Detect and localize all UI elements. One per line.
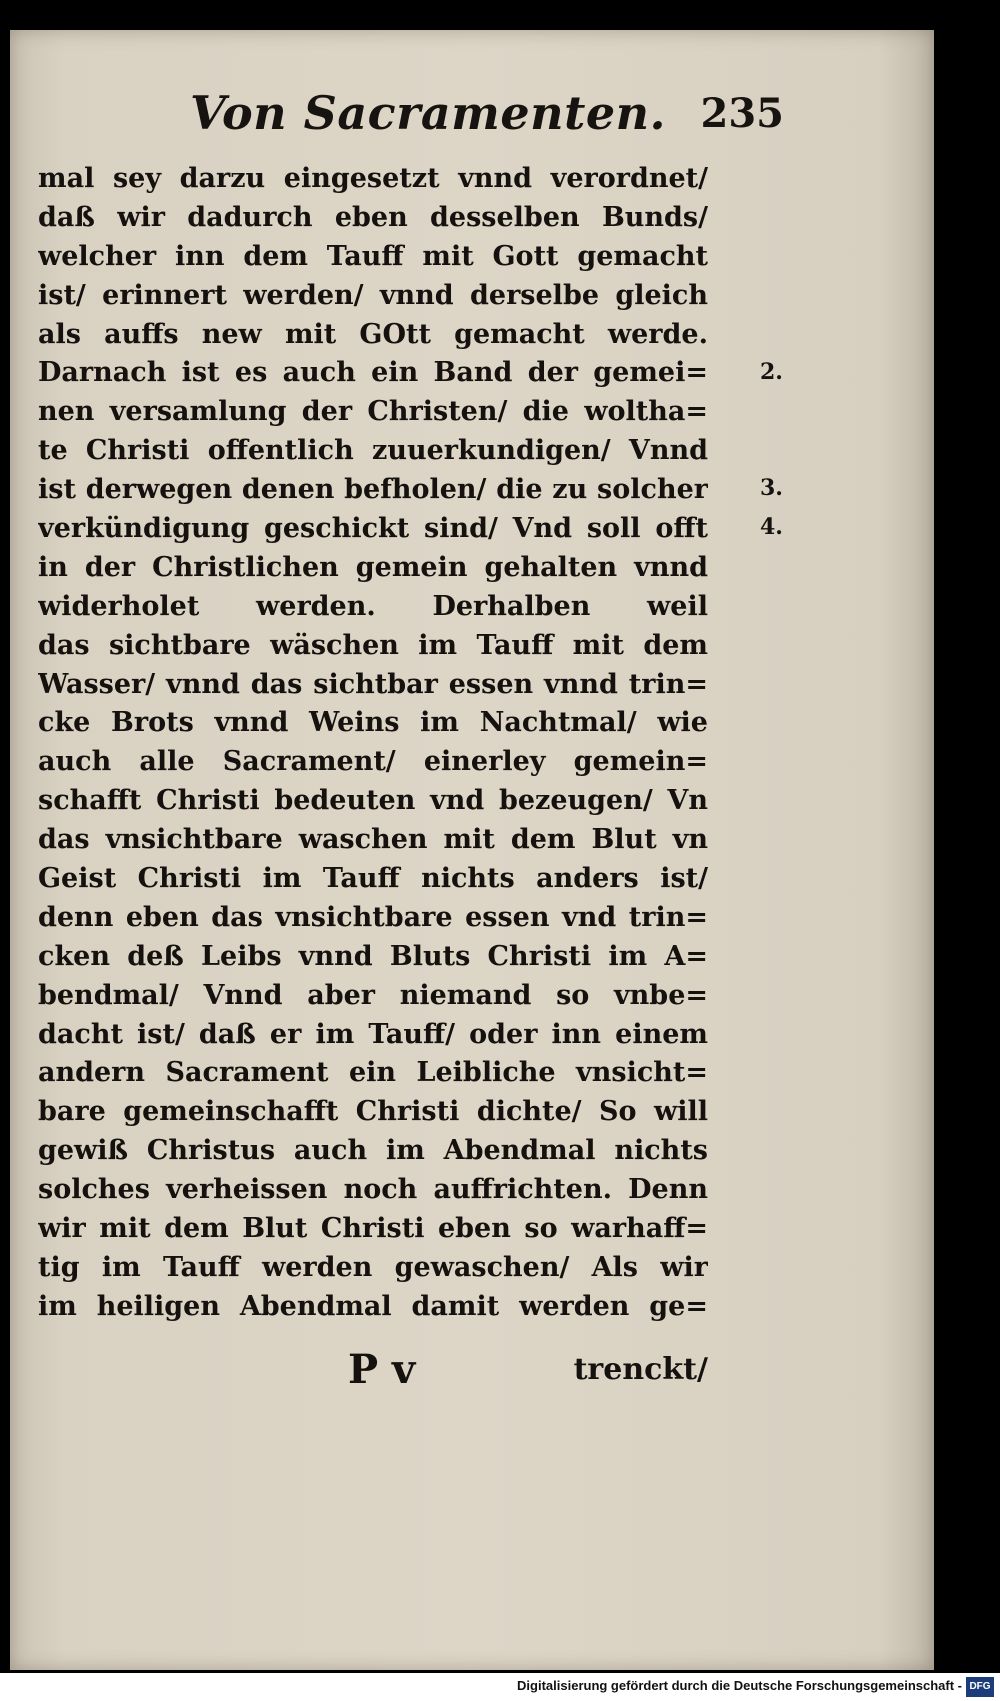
text-line: bendmal/ Vnnd aber niemand so vnbe=: [38, 979, 708, 1011]
text-line: tig im Tauff werden gewaschen/ Als wir: [38, 1251, 708, 1283]
text-line: ist derwegen denen befholen/ die zu solcher: [38, 474, 708, 506]
text-line: schafft Christi bedeuten vnd bezeugen/ Vn: [38, 785, 708, 817]
text-line: das vnsichtbare waschen mit dem Blut vn: [38, 824, 708, 856]
margin-note: 4.: [760, 514, 783, 541]
running-head: [190, 82, 784, 152]
text-line: welcher inn dem Tauff mit Gott gemacht: [38, 240, 708, 272]
text-line: das sichtbare wäschen im Tauff mit dem: [38, 629, 708, 661]
page-footer-line: [38, 1346, 708, 1396]
credit-bar: [0, 1673, 1000, 1701]
text-line: cken deß Leibs vnnd Bluts Christi im A=: [38, 940, 708, 972]
text-line: cke Brots vnnd Weins im Nachtmal/ wie: [38, 707, 708, 739]
text-line: auch alle Sacrament/ einerley gemein=: [38, 746, 708, 778]
margin-note: 3.: [760, 475, 783, 502]
text-line: gewiß Christus auch im Abendmal nichts: [38, 1135, 708, 1167]
margin-note: 2.: [760, 358, 783, 385]
text-line: dacht ist/ daß er im Tauff/ oder inn einem: [38, 1018, 708, 1050]
text-line: bare gemeinschafft Christi dichte/ So will: [38, 1096, 708, 1128]
text-line: als auffs new mit GOtt gemacht werde.: [38, 318, 708, 350]
text-line: Wasser/ vnnd das sichtbar essen vnnd trin=: [38, 668, 708, 700]
text-line: mal sey darzu eingesetzt vnnd verordnet/: [38, 163, 708, 194]
text-block: [38, 160, 708, 1327]
text-line: daß wir dadurch eben desselben Bunds/: [38, 201, 708, 233]
text-line: nen versamlung der Christen/ die woltha=: [38, 396, 708, 428]
text-line: Geist Christi im Tauff nichts anders ist/: [38, 863, 708, 895]
signature-mark: P v: [348, 1346, 416, 1393]
text-line: denn eben das vnsichtbare essen vnd trin=: [38, 901, 708, 933]
credit-text: Digitalisierung gefördert durch die Deutsche Forschungsgemeinschaft -: [517, 1678, 962, 1693]
text-line: verkündigung geschickt sind/ Vnd soll offt: [38, 513, 708, 545]
text-line: in der Christlichen gemein gehalten vnnd: [38, 551, 708, 583]
catchword: trenckt/: [573, 1352, 708, 1387]
book-page: [10, 30, 934, 1670]
text-line: andern Sacrament ein Leibliche vnsicht=: [38, 1057, 708, 1089]
text-line: widerholet werden. Derhalben weil: [38, 590, 708, 622]
text-line: im heiligen Abendmal damit werden ge=: [38, 1290, 708, 1322]
running-title: Von Sacramenten.: [190, 86, 667, 140]
text-line: Darnach ist es auch ein Band der gemei=: [38, 357, 708, 389]
dfg-logo: DFG: [966, 1677, 994, 1697]
page-number: 235: [700, 90, 784, 137]
text-line: ist/ erinnert werden/ vnnd derselbe gleich: [38, 279, 708, 311]
text-line: te Christi offentlich zuuerkundigen/ Vnnd: [38, 435, 708, 467]
text-line: wir mit dem Blut Christi eben so warhaff=: [38, 1213, 708, 1245]
text-line: solches verheissen noch auffrichten. Denn: [38, 1174, 708, 1206]
